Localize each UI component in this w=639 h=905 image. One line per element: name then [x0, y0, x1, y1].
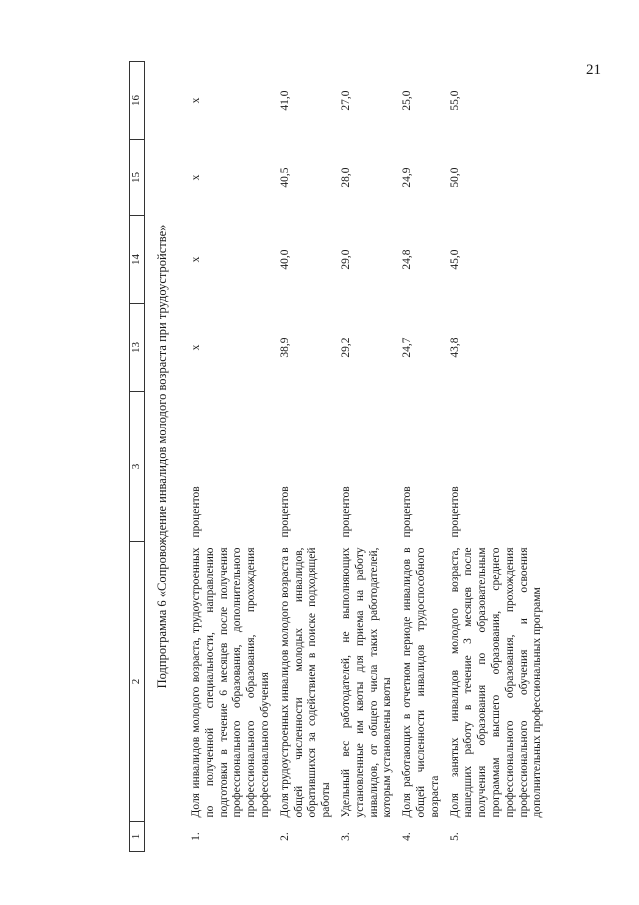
- row-value-16: 27,0: [339, 90, 352, 111]
- row-value-13: 29,2: [339, 337, 352, 358]
- row-unit: процентов: [278, 486, 291, 538]
- row-value-14: 45,0: [448, 249, 461, 270]
- column-number-header: [130, 62, 145, 852]
- row-value-16: 41,0: [278, 90, 291, 111]
- table-row: [445, 62, 548, 852]
- row-description: Доля занятых инвалидов молодого возраста, нашедших работу в течение 3 месяцев после получения образования по образовательным программам высшего образования, среднего профессионального образования, прохождения профессионального обучения и освоения дополнительных профессиональных программ: [448, 547, 544, 818]
- indicators-table: [129, 61, 547, 852]
- row-number: 3.: [339, 832, 352, 841]
- table-row: [397, 62, 444, 852]
- row-value-15: 28,0: [339, 167, 352, 188]
- row-value-16: х: [190, 97, 202, 104]
- col-header-13: 13: [130, 304, 145, 392]
- col-header-16: 16: [130, 62, 145, 140]
- table-row: [186, 62, 275, 852]
- row-number: 4.: [401, 832, 414, 841]
- row-value-15: 24,9: [401, 167, 414, 188]
- row-description: Доля трудоустроенных инвалидов молодого возраста в общей численности молодых инвалидов, обратившихся за содействием в поиске подходящей работы: [278, 547, 333, 818]
- col-header-3: 3: [130, 392, 145, 542]
- row-value-16: 25,0: [401, 90, 414, 111]
- row-value-14: 24,8: [401, 249, 414, 270]
- row-unit: процентов: [401, 486, 414, 538]
- page-number: 21: [586, 62, 601, 78]
- row-unit: процентов: [339, 486, 352, 538]
- row-number: 2.: [278, 832, 291, 841]
- row-description: Доля работающих в отчетном периоде инвалидов в общей численности инвалидов трудоспособного возраста: [401, 547, 441, 818]
- rotated-table-container: [129, 62, 629, 852]
- row-value-14: 40,0: [278, 249, 291, 270]
- row-value-16: 55,0: [448, 90, 461, 111]
- row-value-15: 50,0: [448, 167, 461, 188]
- row-value-15: 40,5: [278, 167, 291, 188]
- col-header-2: 2: [130, 542, 145, 822]
- table-row: [275, 62, 336, 852]
- row-value-14: х: [190, 256, 202, 263]
- row-value-13: 43,8: [448, 337, 461, 358]
- row-description: Доля инвалидов молодого возраста, трудоустроенных по полученной специальности, направлению подготовки в течение 6 месяцев после получения профессионального образования, дополнительного профессионального образования, прохождения профессионального обучения: [190, 547, 271, 818]
- row-value-13: 38,9: [278, 337, 291, 358]
- col-header-1: 1: [130, 822, 145, 852]
- subprogram-title: Подпрограмма 6 «Сопровождение инвалидов молодого возраста при трудоустройстве»: [155, 224, 169, 689]
- col-header-14: 14: [130, 216, 145, 304]
- row-value-13: 24,7: [401, 337, 414, 358]
- table-row: [336, 62, 397, 852]
- subprogram-row: [145, 62, 187, 852]
- row-value-13: х: [190, 344, 202, 351]
- row-value-15: х: [190, 174, 202, 181]
- row-value-14: 29,0: [339, 249, 352, 270]
- col-header-15: 15: [130, 140, 145, 216]
- row-number: 1.: [190, 832, 202, 841]
- row-unit: процентов: [448, 486, 461, 538]
- row-description: Удельный вес работодателей, не выполняющих установленные им квоты для приема на работу инвалидов, от общего числа таких работодателей, которым установлены квоты: [339, 547, 394, 818]
- row-unit: процентов: [190, 486, 202, 538]
- row-number: 5.: [448, 832, 461, 841]
